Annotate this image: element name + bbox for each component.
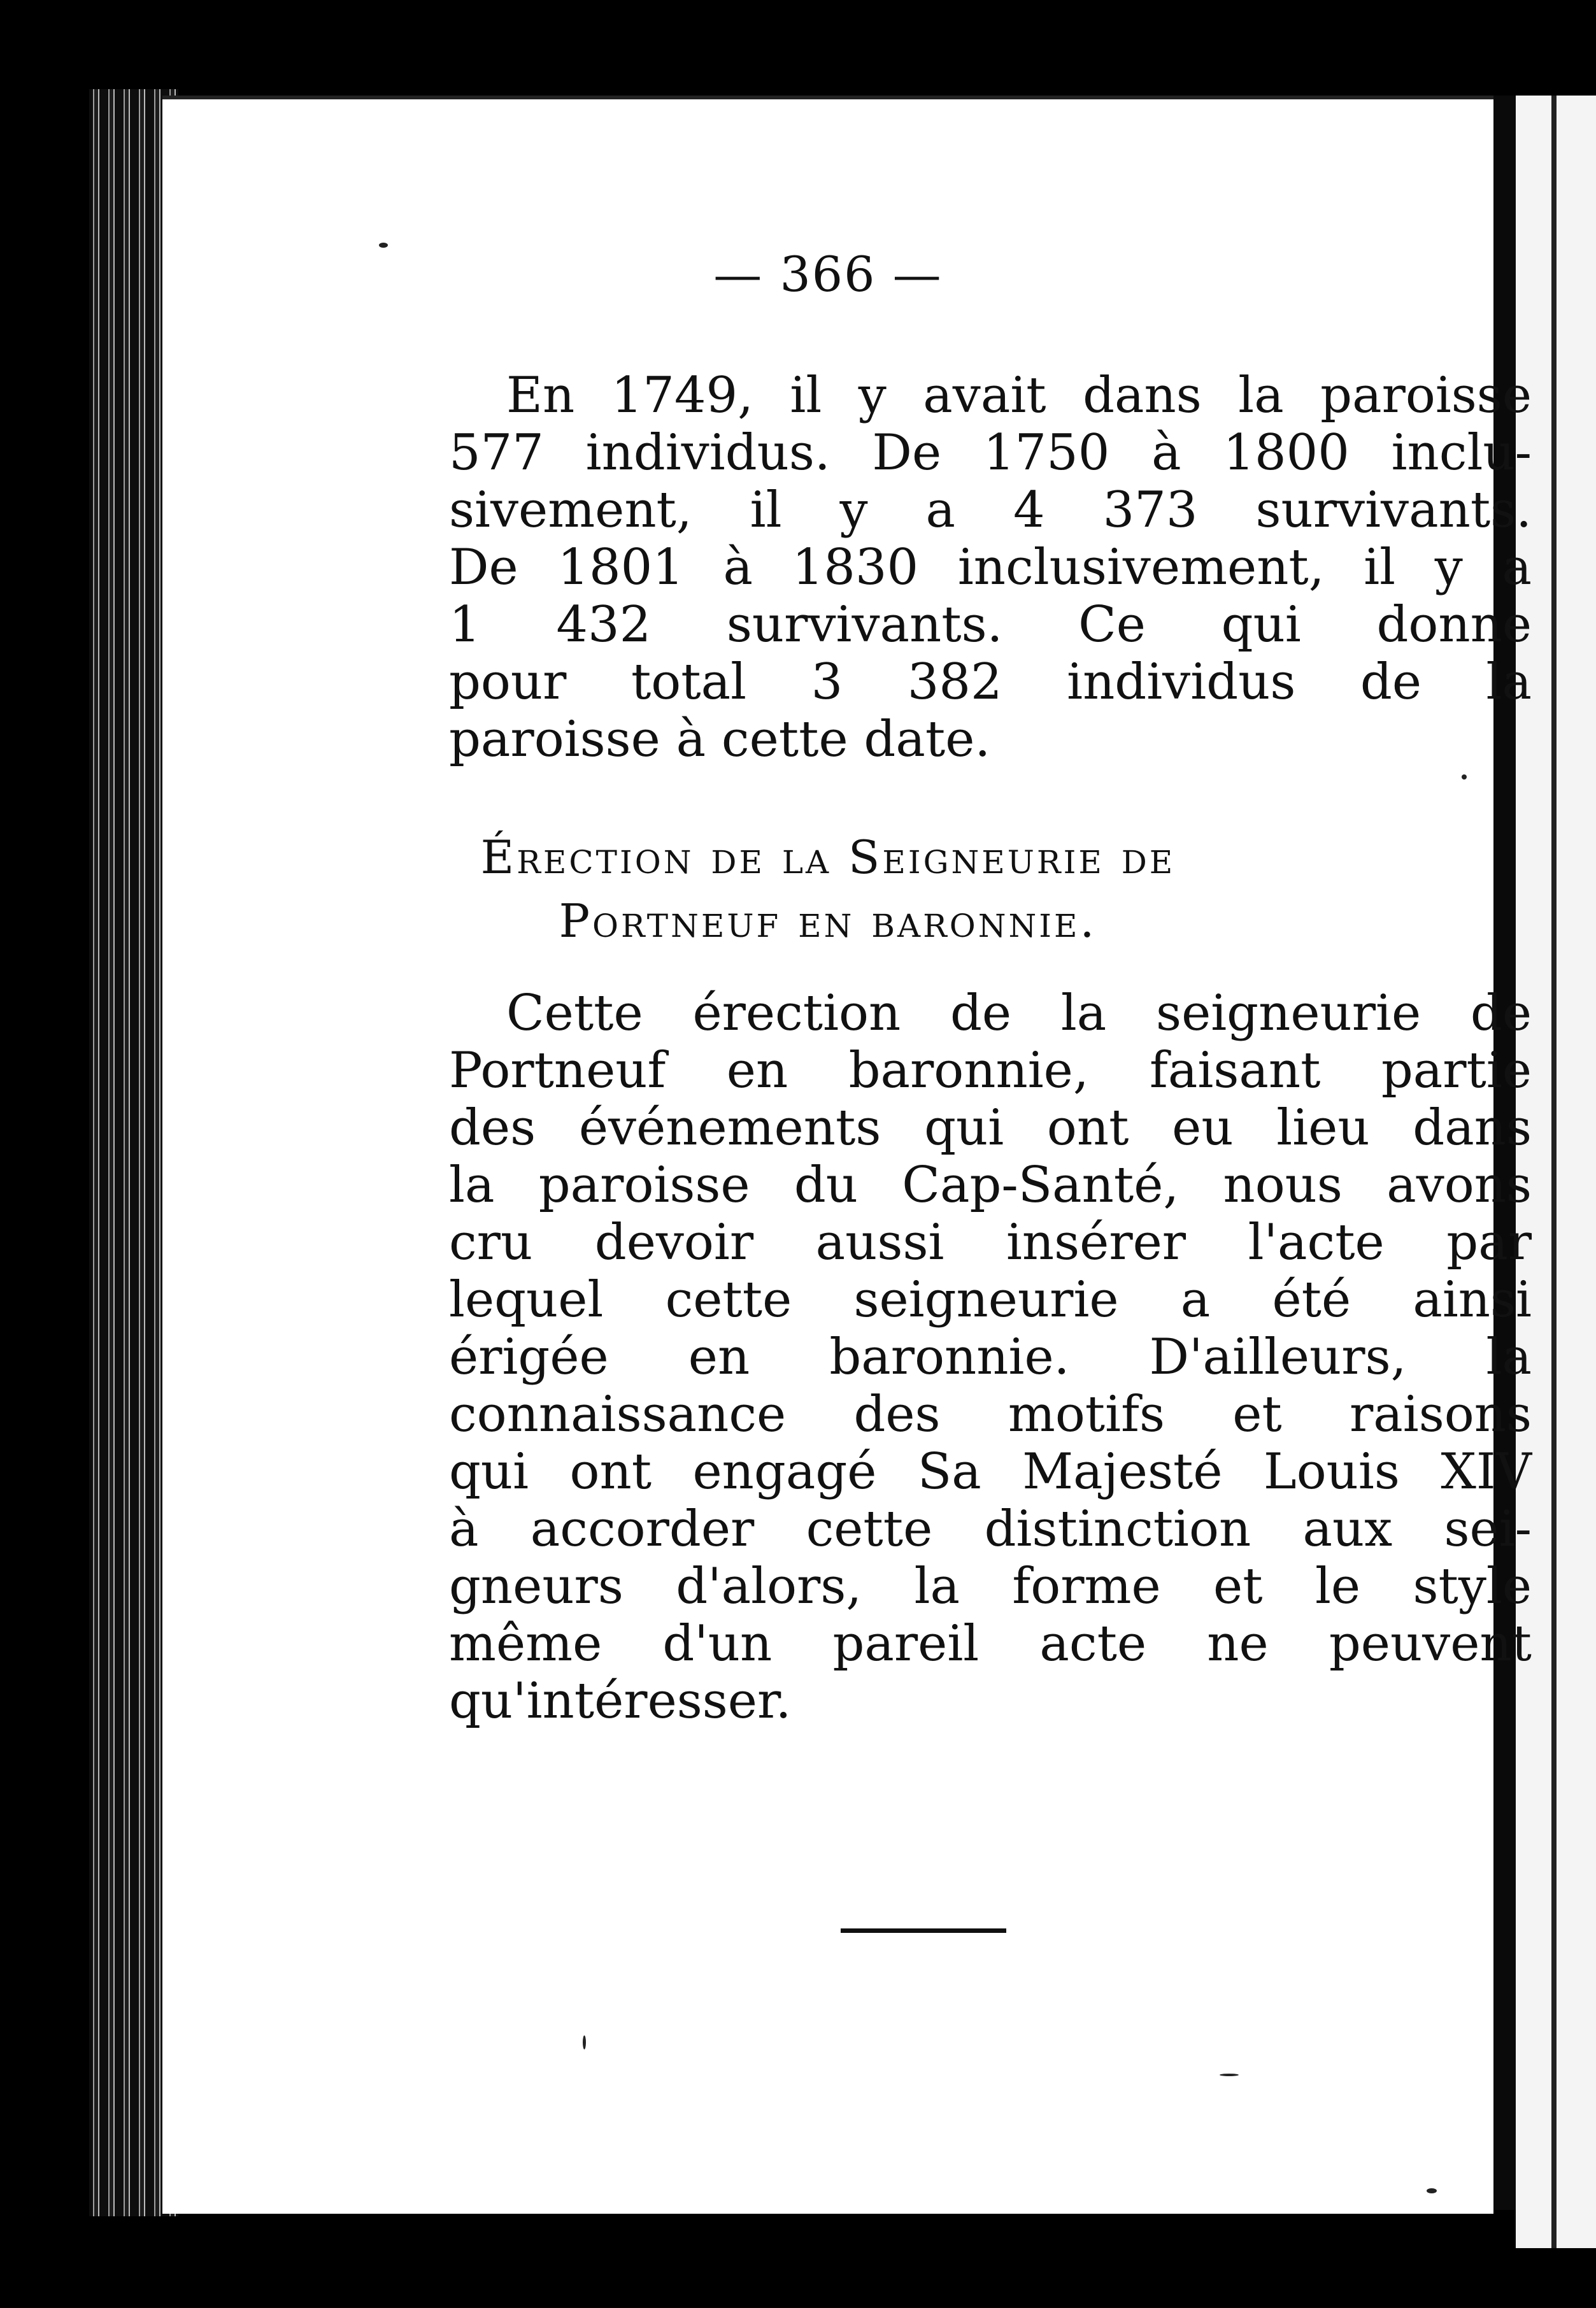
heading-line: Portneuf en baronnie. [559,894,1097,948]
text-line: connaissance des motifs et raisons [449,1386,1532,1443]
scan-speck [1220,2074,1239,2076]
book-page [162,96,1532,2214]
heading-line: Érection de la Seigneurie de [480,830,1176,884]
paragraph-erection [449,985,1532,1730]
scan-speck [1427,2188,1437,2193]
text-line: érigée en baronnie. D'ailleurs, la [449,1329,1532,1386]
text-line: 577 individus. De 1750 à 1800 inclu- [449,424,1532,481]
text-line: la paroisse du Cap-Santé, nous avons [449,1157,1532,1214]
section-divider-rule [841,1928,1006,1933]
scan-speck [583,2035,586,2049]
text-line: 1 432 survivants. Ce qui donne [449,596,1532,653]
scan-speck [1462,774,1467,780]
text-line: des événements qui ont eu lieu dans [449,1099,1532,1157]
paragraph-population [449,367,1532,768]
text-line: cru devoir aussi insérer l'acte par [449,1214,1532,1271]
text-line: gneurs d'alors, la forme et le style [449,1558,1532,1615]
text-line: paroisse à cette date. [449,711,991,768]
text-line: lequel cette seigneurie a été ainsi [449,1271,1532,1329]
scan-speck [379,243,388,248]
page-number: — 366 — [713,246,943,303]
text-line: De 1801 à 1830 inclusivement, il y a [449,539,1532,596]
text-line: qui ont engagé Sa Majesté Louis XIV [449,1443,1532,1500]
text-line: qu'intéresser. [449,1672,792,1730]
text-line: Portneuf en baronnie, faisant partie [449,1042,1532,1099]
section-heading [162,825,1493,953]
text-line: sivement, il y a 4 373 survivants. [449,481,1532,539]
text-line: à accorder cette distinction aux sei- [449,1500,1532,1558]
gutter-line [1551,96,1557,2248]
text-line: Cette érection de la seigneurie de [506,985,1532,1042]
text-line: En 1749, il y avait dans la paroisse [506,367,1532,424]
text-line: même d'un pareil acte ne peuvent [449,1615,1532,1672]
text-line: pour total 3 382 individus de la [449,653,1532,711]
